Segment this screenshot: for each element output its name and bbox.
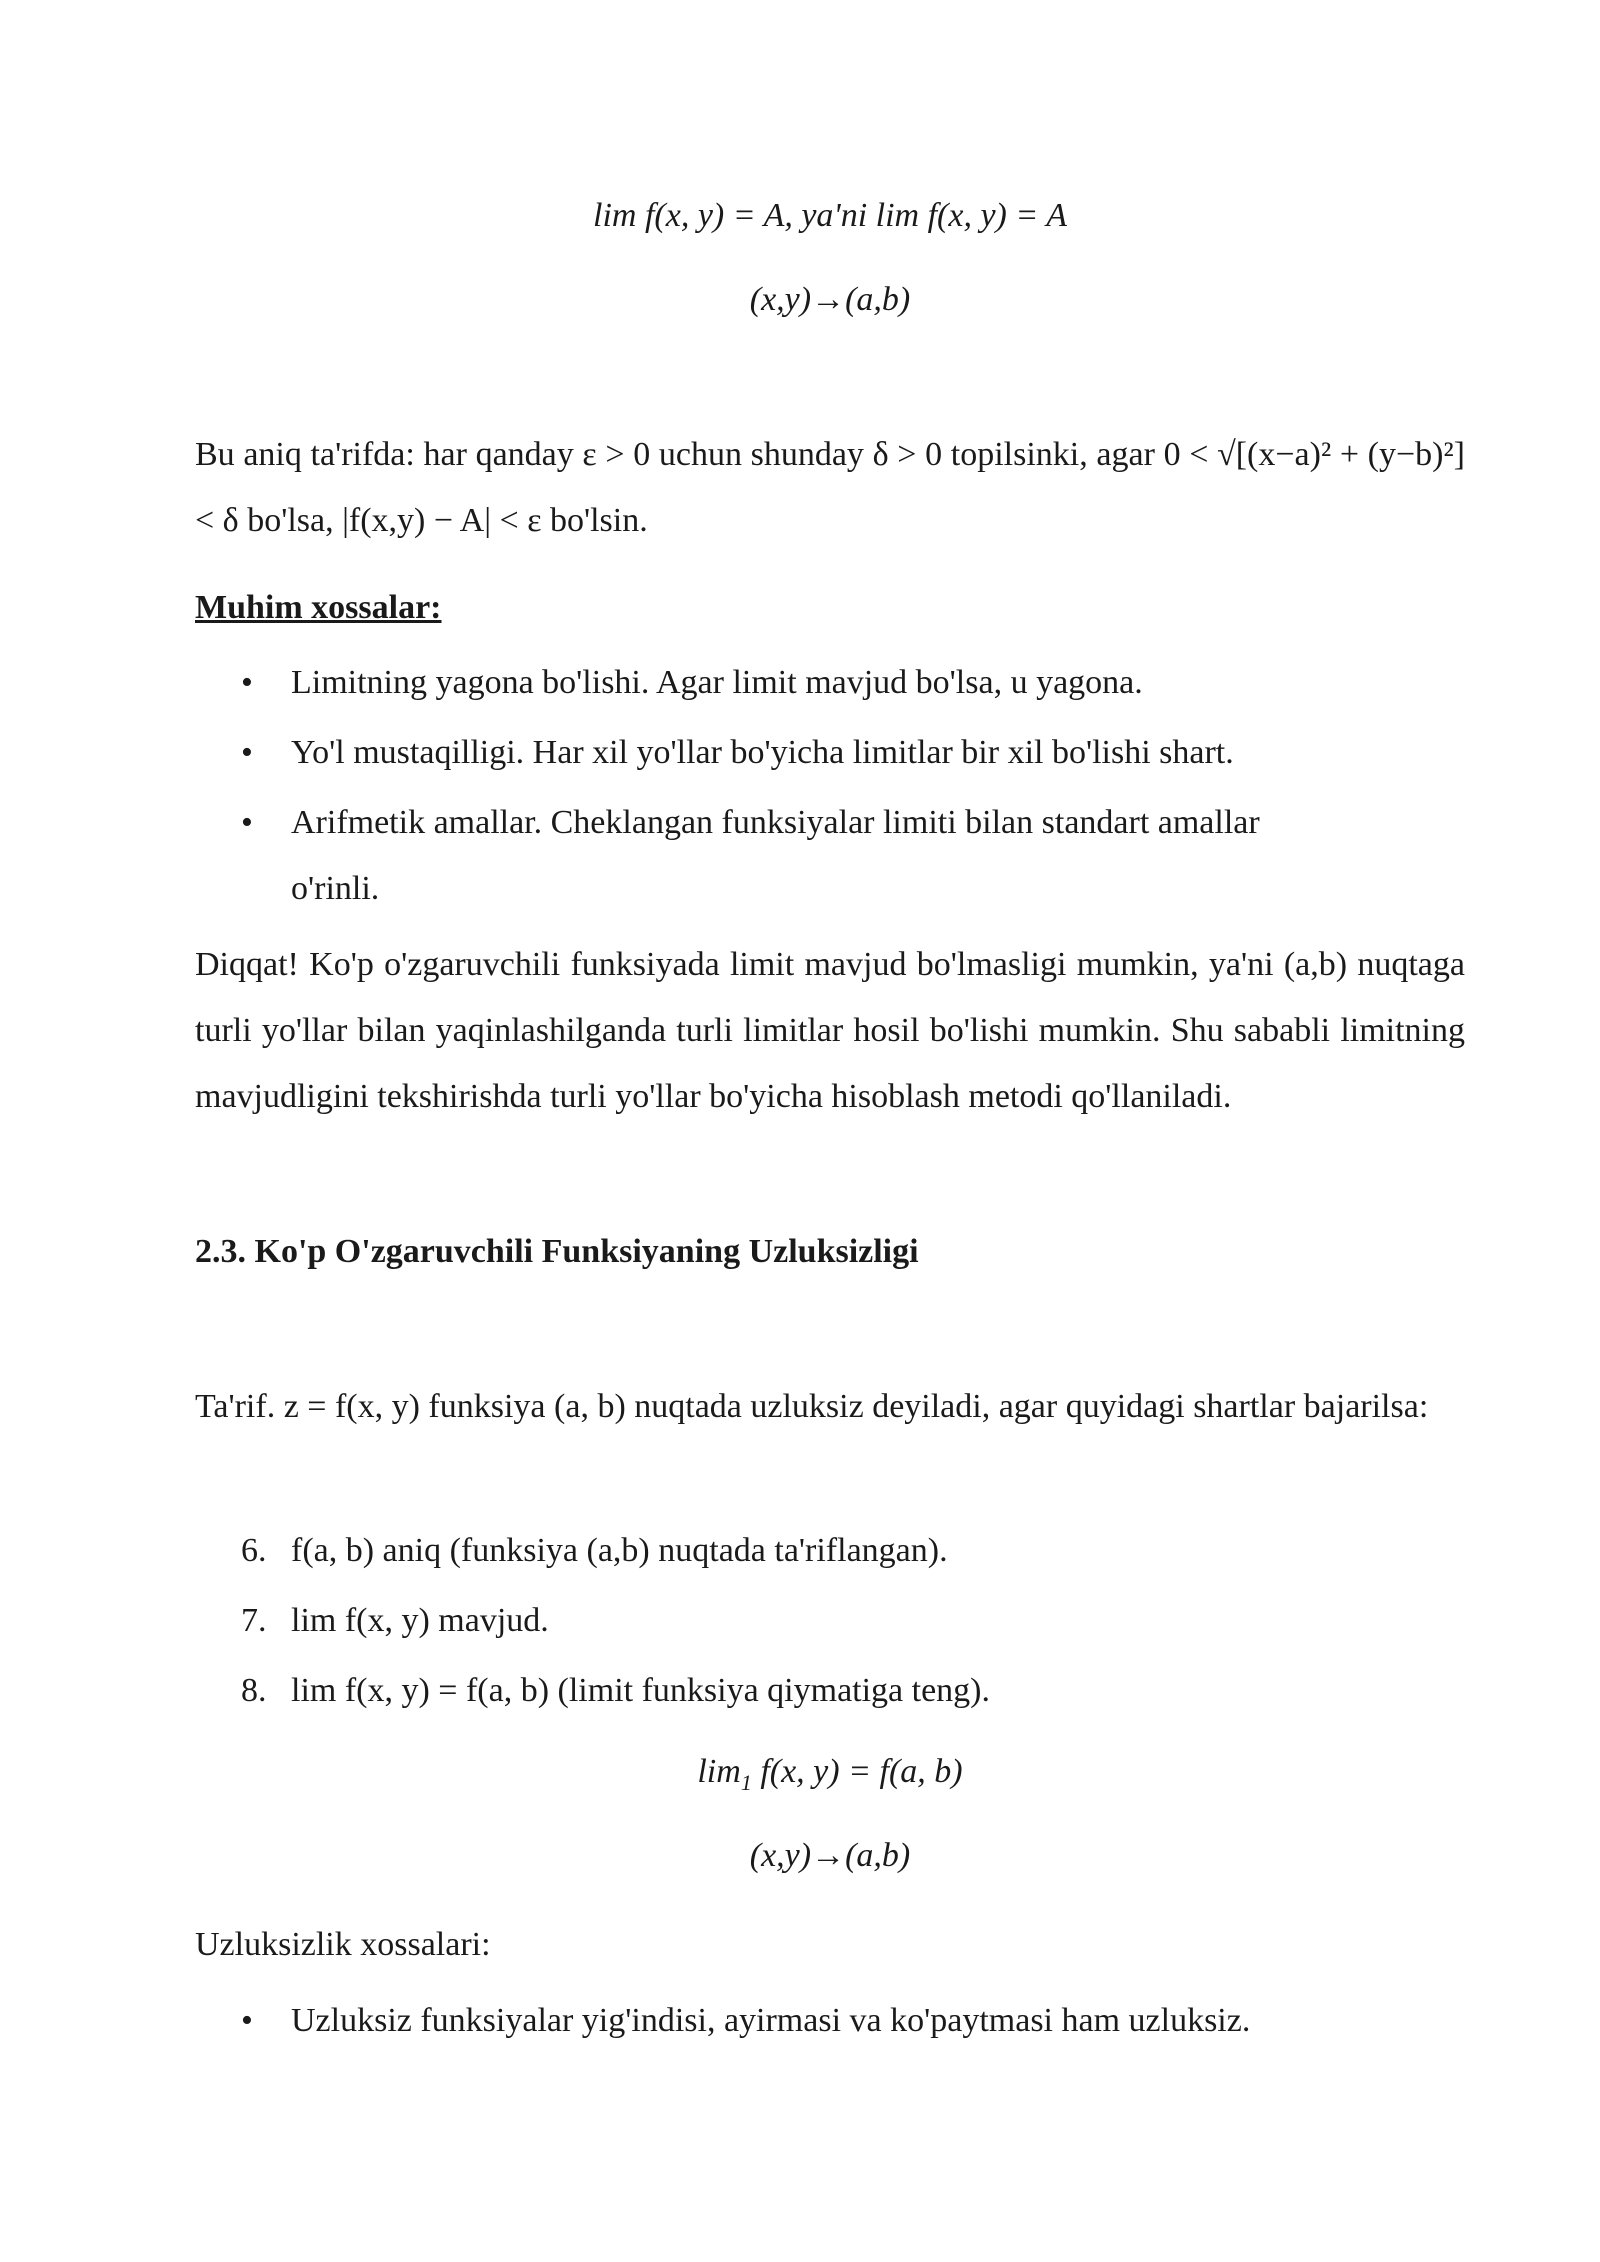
condition-text: f(a, b) aniq (funksiya (a,b) nuqtada ta'riflangan).	[291, 1532, 948, 1569]
limit-formula-line1: lim f(x, y) = A, ya'ni lim f(x, y) = A	[593, 197, 1067, 234]
bullet-marker: •	[241, 2002, 253, 2039]
properties-heading: Muhim xossalar:	[195, 589, 442, 626]
lim-text: lim	[697, 1753, 741, 1790]
warning-paragraph: Diqqat! Ko'p o'zgaruvchili funksiyada limit mavjud bo'lmasligi mumkin, ya'ni (a,b) nuqtaga turli yo'llar bilan yaqinlashilganda turli limitlar hosil bo'lishi mumkin. Shu sababli limitning mavjudligini tekshirishda turli yo'llar bo'yicha hisoblash metodi qo'llaniladi.	[195, 946, 1465, 1115]
bullet-marker: •	[241, 664, 253, 701]
definition-paragraph: Bu aniq ta'rifda: har qanday ε > 0 uchun shunday δ > 0 topilsinki, agar 0 < √[(x−a)² + (y−b)²] < δ bo'lsa, |f(x,y) − A| < ε bo'lsin.	[195, 436, 1465, 539]
list-item-text: Arifmetik amallar. Cheklangan funksiyalar limiti bilan standart amallar o'rinli.	[291, 804, 1260, 907]
continuity-properties-heading: Uzluksizlik xossalari:	[195, 1926, 491, 1963]
document-page	[195, 0, 1465, 2262]
number-marker: 6.	[241, 1532, 267, 1569]
lim-subscript: 1	[740, 1769, 752, 1795]
list-item-text: Yo'l mustaqilligi. Har xil yo'llar bo'yicha limitlar bir xil bo'lishi shart.	[291, 734, 1234, 771]
bullet-marker: •	[241, 734, 253, 771]
continuity-definition: Ta'rif. z = f(x, y) funksiya (a, b) nuqtada uzluksiz deyiladi, agar quyidagi shartlar bajarilsa:	[195, 1388, 1429, 1425]
continuity-formula-line2: (x,y)→(a,b)	[749, 1837, 911, 1874]
list-item-text: Uzluksiz funksiyalar yig'indisi, ayirmasi va ko'paytmasi ham uzluksiz.	[291, 2002, 1251, 2039]
number-marker: 7.	[241, 1602, 267, 1639]
section-heading: 2.3. Ko'p O'zgaruvchili Funksiyaning Uzluksizligi	[195, 1233, 919, 1270]
continuity-formula-line1	[195, 1752, 1465, 1803]
limit-formula-line2: (x,y)→(a,b)	[749, 281, 911, 318]
condition-text: lim f(x, y) = f(a, b) (limit funksiya qiymatiga teng).	[291, 1672, 991, 1709]
number-marker: 8.	[241, 1672, 267, 1709]
bullet-marker: •	[241, 804, 253, 841]
list-item-text: Limitning yagona bo'lishi. Agar limit mavjud bo'lsa, u yagona.	[291, 664, 1143, 701]
formula-rest: f(x, y) = f(a, b)	[751, 1753, 963, 1790]
condition-text: lim f(x, y) mavjud.	[291, 1602, 549, 1639]
